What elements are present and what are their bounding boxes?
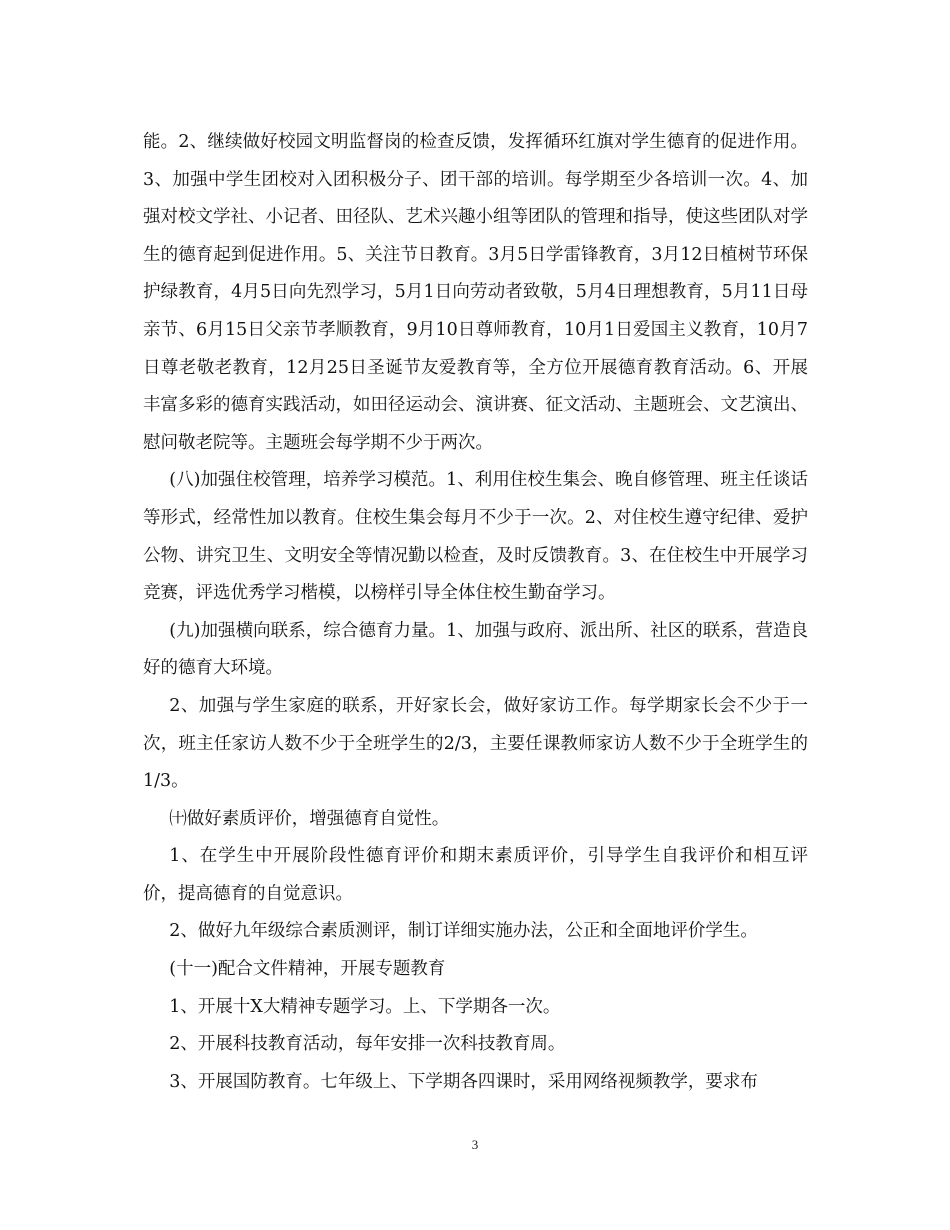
paragraph-section-10-heading: ㈩做好素质评价，增强德育自觉性。 — [169, 808, 450, 829]
paragraph-section-10-item-2: 2、做好九年级综合素质测评，制订详细实施办法，公正和全面地评价学生。 — [169, 921, 758, 942]
paragraph-section-11-item-2: 2、开展科技教育活动，每年安排一次科技教育周。 — [169, 1034, 566, 1055]
page-number: 3 — [471, 1137, 479, 1152]
paragraph-section-9: (九)加强横向联系，综合德育力量。1、加强与政府、派出所、社区的联系，营造良好的德育大环境。 — [143, 620, 808, 679]
paragraph-section-11-item-3: 3、开展国防教育。七年级上、下学期各四课时，采用网络视频教学，要求布 — [169, 1071, 758, 1092]
paragraph-section-11-item-1: 1、开展十X大精神专题学习。上、下学期各一次。 — [169, 996, 561, 1017]
paragraph-section-10-item-1: 1、在学生中开展阶段性德育评价和期末素质评价，引导学生自我评价和相互评价，提高德育的自觉意识。 — [143, 846, 808, 904]
paragraph-section-9-item-2: 2、加强与学生家庭的联系，开好家长会，做好家访工作。每学期家长会不少于一次，班主任家访人数不少于全班学生的2/3，主要任课教师家访人数不少于全班学生的1/3。 — [143, 695, 808, 792]
paragraph-continuation: 能。2、继续做好校园文明监督岗的检查反馈，发挥循环红旗对学生德育的促进作用。3、加强中学生团校对入团积极分子、团干部的培训。每学期至少各培训一次。4、加强对校文学社、小记者、田径队、艺术兴趣小组等团队的管理和指导，使这些团队对学生的德育起到促进作用。5、关注节日教育。3月5日学雷锋教育，3月12日植树节环保护绿教育，4月5日向先烈学习，5月1日向劳动者致敬，5月4日理想教育，5月11日母亲节、6月15日父亲节孝顺教育，9月10日尊师教育，10月1日爱国主义教育，10月7日尊老敬老教育，12月25日圣诞节友爱教育等，全方位开展德育教育活动。6、开展丰富多彩的德育实践活动，如田径运动会、演讲赛、征文活动、主题班会、文艺演出、慰问敬老院等。主题班会每学期不少于两次。 — [143, 132, 808, 453]
paragraph-section-11-heading: (十一)配合文件精神，开展专题教育 — [169, 959, 446, 980]
document-body — [143, 124, 808, 1101]
paragraph-section-8: (八)加强住校管理，培养学习模范。1、利用住校生集会、晚自修管理、班主任谈话等形式，经常性加以教育。住校生集会每月不少于一次。2、对住校生遵守纪律、爱护公物、讲究卫生、文明安全等情况勤以检查，及时反馈教育。3、在住校生中开展学习竞赛，评选优秀学习楷模，以榜样引导全体住校生勤奋学习。 — [143, 470, 808, 604]
